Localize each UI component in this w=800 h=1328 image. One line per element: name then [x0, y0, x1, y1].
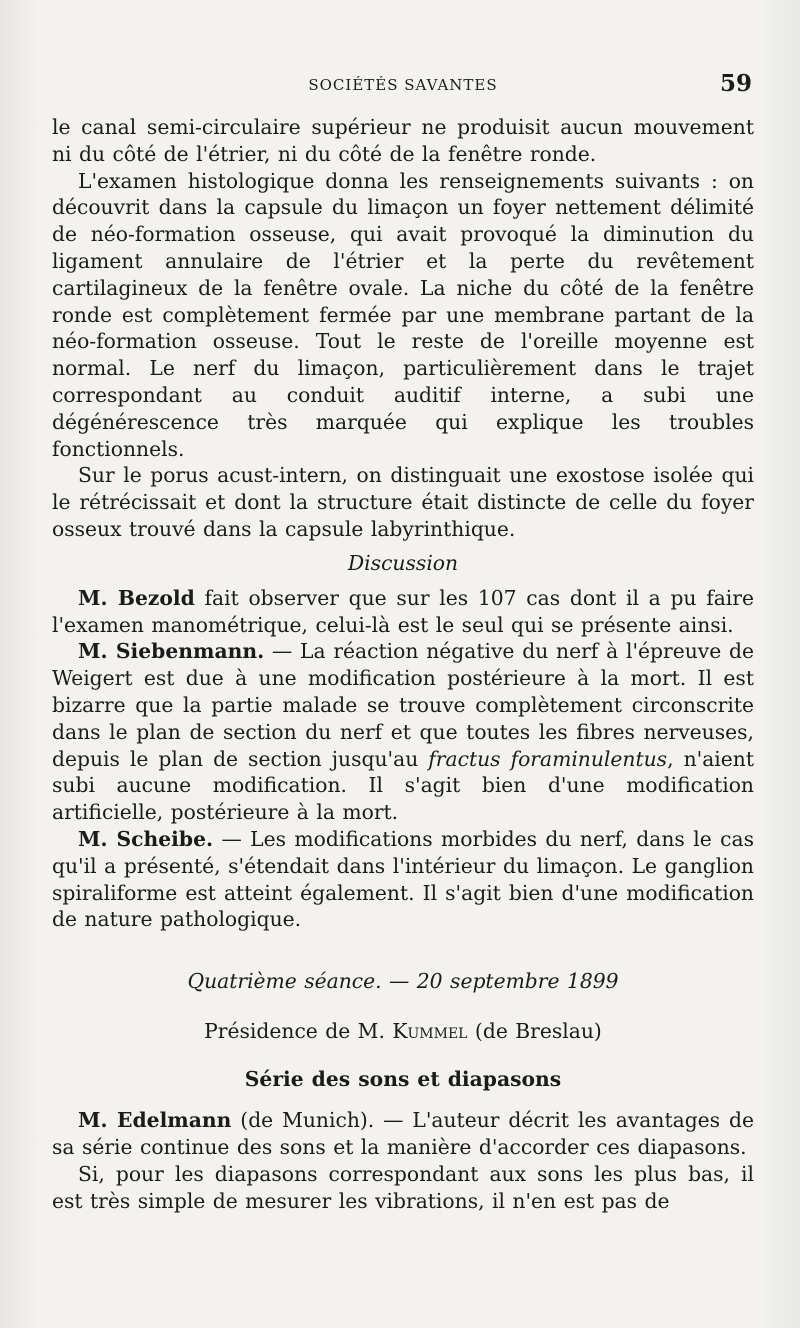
- speaker-edelmann: M. Edelmann: [78, 1108, 232, 1133]
- paragraph-edelmann: [52, 1107, 754, 1161]
- paragraph-siebenmann: [52, 638, 754, 826]
- siebenmann-text-before: — La réaction négative du nerf à l'épreuve de Weigert est due à une modification postérieure à la mort. Il est bizarre que la partie malade se trouve complètement circonscrite dans le plan de section du nerf et que toutes les fibres nerveuses, depuis le plan de section jusqu'au: [52, 639, 755, 771]
- siebenmann-text-after: , n'aient subi aucune modification. Il s'agit bien d'une modification artificielle, postérieure à la mort.: [52, 746, 754, 825]
- speaker-scheibe: M. Scheibe.: [78, 826, 214, 851]
- paragraph-continuation: le canal semi-circulaire supérieur ne produisit aucun mouvement ni du côté de l'étrier, ni du côté de la fenêtre ronde.: [52, 115, 754, 166]
- speaker-bezold: M. Bezold: [78, 585, 195, 610]
- running-head: [52, 70, 754, 100]
- bezold-text: fait observer que sur les 107 cas dont il a pu faire l'examen manométrique, celui-là est le seul qui se présente ainsi.: [52, 585, 754, 637]
- speaker-siebenmann: M. Siebenmann.: [78, 639, 265, 664]
- president-name: Kummel: [392, 1019, 468, 1044]
- presidency-suffix: (de Breslau): [467, 1019, 602, 1044]
- body-text: [52, 114, 754, 1214]
- running-title: SOCIÉTÉS SAVANTES: [308, 76, 498, 94]
- paragraph-scheibe: [52, 826, 754, 933]
- section-heading-discussion: Discussion: [347, 550, 459, 575]
- paragraph-last: Si, pour les diapasons correspondant aux sons les plus bas, il est très simple de mesurer les vibrations, il n'en est pas de: [52, 1161, 754, 1213]
- paragraph-histology: L'examen histologique donna les renseignements suivants : on découvrit dans la capsule du limaçon un foyer nettement délimité de néo-formation osseuse, qui avait provoqué la diminution du ligament annulaire de l'étrier et la perte du revêtement cartilagineux de la fenêtre ovale. La niche du côté de la fenêtre ronde est complètement fermée par une membrane partant de la néo-formation osseuse. Tout le reste de l'oreille moyenne est normal. Le nerf du limaçon, particulièrement dans le trajet correspondant au conduit auditif interne, a subi une dégénérescence très marquée qui explique les troubles fonctionnels.: [52, 168, 754, 461]
- edelmann-text: (de Munich). — L'auteur décrit les avantages de sa série continue des sons et la manière d'accorder ces diapasons.: [52, 1108, 754, 1159]
- presidency-prefix: Présidence de M.: [204, 1019, 393, 1044]
- paragraph-porus: Sur le porus acust-intern, on distinguait une exostose isolée qui le rétrécissait et dont la structure était distincte de celle du foyer osseux trouvé dans la capsule labyrinthique.: [52, 463, 754, 541]
- presidency-line: [52, 1017, 754, 1045]
- section-heading-serie: Série des sons et diapasons: [244, 1067, 562, 1092]
- page-number: 59: [719, 70, 752, 97]
- scheibe-text: — Les modifications morbides du nerf, dans le cas qu'il a présenté, s'étendait dans l'intérieur du limaçon. Le ganglion spiraliforme est atteint également. Il s'agit bien d'une modification de nature pathologique.: [52, 826, 754, 932]
- paragraph-bezold: [52, 585, 754, 639]
- siebenmann-italic-term: fractus foraminulentus: [428, 746, 668, 771]
- session-heading: Quatrième séance. — 20 septembre 1899: [187, 969, 619, 994]
